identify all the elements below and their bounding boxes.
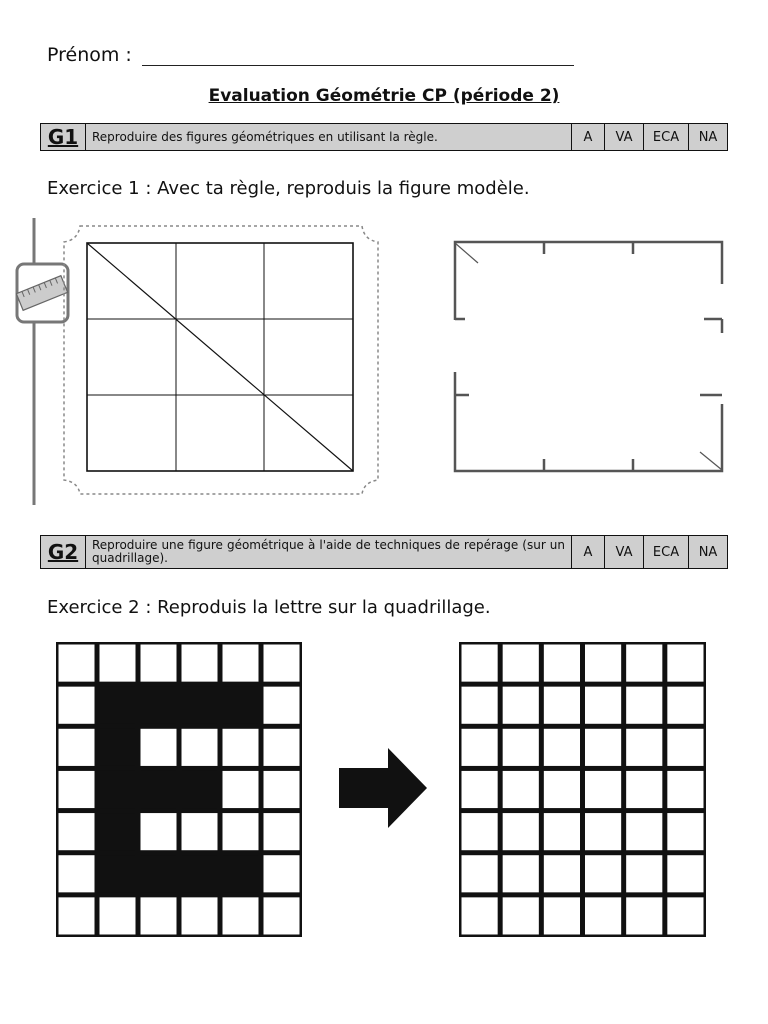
grid-cell[interactable] <box>667 645 703 682</box>
grid-cell <box>59 813 95 850</box>
grid-cell <box>141 855 177 892</box>
prenom-label: Prénom : <box>47 44 132 66</box>
grid-cell <box>182 729 218 766</box>
grid-cell <box>59 645 95 682</box>
ruler-icon <box>16 218 68 505</box>
grid-cell[interactable] <box>503 897 539 934</box>
grid-cell[interactable] <box>667 687 703 724</box>
grid-cell <box>100 855 136 892</box>
level-eca-cell[interactable]: ECA <box>644 124 689 151</box>
grid-cell[interactable] <box>585 729 621 766</box>
grid-cell <box>264 813 300 850</box>
grid-cell <box>100 771 136 808</box>
grid-cell <box>264 687 300 724</box>
grid-cell[interactable] <box>462 645 498 682</box>
grid-cell[interactable] <box>503 687 539 724</box>
grid-cell[interactable] <box>626 687 662 724</box>
criterion-code: G1 <box>41 124 86 151</box>
grid-cell <box>182 771 218 808</box>
grid-cell <box>59 771 95 808</box>
grid-cell[interactable] <box>462 687 498 724</box>
grid-cell <box>141 729 177 766</box>
grid-cell[interactable] <box>667 729 703 766</box>
grid-cell[interactable] <box>585 771 621 808</box>
criterion-description: Reproduire une figure géométrique à l'aide de techniques de repérage (sur un quadrillage). <box>86 536 572 569</box>
grid-cell[interactable] <box>462 813 498 850</box>
grid-cell[interactable] <box>503 771 539 808</box>
arrow-right-icon <box>339 748 427 828</box>
level-va-cell[interactable]: VA <box>605 124 644 151</box>
grid-cell <box>182 855 218 892</box>
grid-cell <box>100 729 136 766</box>
grid-cell[interactable] <box>462 771 498 808</box>
grid-cell <box>223 645 259 682</box>
grid-cell[interactable] <box>544 855 580 892</box>
grid-cell <box>59 687 95 724</box>
letter-answer-grid[interactable] <box>459 642 706 937</box>
grid-cell <box>182 687 218 724</box>
grid-cell <box>141 897 177 934</box>
grid-cell[interactable] <box>503 813 539 850</box>
grid-cell[interactable] <box>626 771 662 808</box>
grid-cell <box>264 897 300 934</box>
grid-cell[interactable] <box>585 813 621 850</box>
criterion-code: G2 <box>41 536 86 569</box>
grid-cell[interactable] <box>462 897 498 934</box>
grid-cell <box>141 813 177 850</box>
grid-cell <box>264 645 300 682</box>
grid-cell[interactable] <box>544 687 580 724</box>
grid-cell[interactable] <box>503 729 539 766</box>
grid-cell <box>223 771 259 808</box>
level-a-cell[interactable]: A <box>572 124 605 151</box>
grid-cell[interactable] <box>585 687 621 724</box>
grid-cell[interactable] <box>503 645 539 682</box>
grid-cell[interactable] <box>667 771 703 808</box>
model-figure <box>87 243 353 471</box>
level-eca-cell[interactable]: ECA <box>644 536 689 569</box>
grid-cell[interactable] <box>462 729 498 766</box>
grid-cell <box>223 813 259 850</box>
grid-cell <box>141 771 177 808</box>
grid-cell <box>223 897 259 934</box>
criterion-description: Reproduire des figures géométriques en utilisant la règle. <box>86 124 572 151</box>
grid-cell <box>100 645 136 682</box>
grid-cell[interactable] <box>667 813 703 850</box>
level-na-cell[interactable]: NA <box>689 124 728 151</box>
grid-cell[interactable] <box>626 813 662 850</box>
grid-cell[interactable] <box>626 855 662 892</box>
grid-cell <box>59 729 95 766</box>
level-a-cell[interactable]: A <box>572 536 605 569</box>
grid-cell <box>264 771 300 808</box>
model-frame-dashed <box>64 226 378 494</box>
grid-cell <box>182 645 218 682</box>
grid-cell <box>223 855 259 892</box>
reproduction-template[interactable] <box>455 242 722 471</box>
grid-cell <box>223 729 259 766</box>
grid-cell <box>141 645 177 682</box>
level-na-cell[interactable]: NA <box>689 536 728 569</box>
grid-cell[interactable] <box>462 855 498 892</box>
grid-cell[interactable] <box>544 771 580 808</box>
grid-cell[interactable] <box>503 855 539 892</box>
page-title: Evaluation Géométrie CP (période 2) <box>208 86 560 106</box>
grid-cell[interactable] <box>544 897 580 934</box>
grid-cell[interactable] <box>544 729 580 766</box>
grid-cell <box>141 687 177 724</box>
grid-cell[interactable] <box>626 645 662 682</box>
grid-cell[interactable] <box>585 897 621 934</box>
grid-cell <box>182 897 218 934</box>
letter-model-grid <box>56 642 302 937</box>
grid-cell[interactable] <box>667 855 703 892</box>
grid-cell[interactable] <box>585 855 621 892</box>
grid-cell <box>264 729 300 766</box>
grid-cell <box>100 897 136 934</box>
exercise-1-instruction: Exercice 1 : Avec ta règle, reproduis la figure modèle. <box>47 178 530 199</box>
level-va-cell[interactable]: VA <box>605 536 644 569</box>
grid-cell <box>100 687 136 724</box>
grid-cell[interactable] <box>626 729 662 766</box>
grid-cell[interactable] <box>544 645 580 682</box>
grid-cell <box>100 813 136 850</box>
grid-cell <box>223 687 259 724</box>
exercise-2-instruction: Exercice 2 : Reproduis la lettre sur la quadrillage. <box>47 597 491 618</box>
grid-cell[interactable] <box>544 813 580 850</box>
grid-cell <box>59 855 95 892</box>
grid-cell[interactable] <box>585 645 621 682</box>
grid-cell[interactable] <box>667 897 703 934</box>
grid-cell <box>182 813 218 850</box>
grid-cell <box>264 855 300 892</box>
grid-cell <box>59 897 95 934</box>
grid-cell[interactable] <box>626 897 662 934</box>
